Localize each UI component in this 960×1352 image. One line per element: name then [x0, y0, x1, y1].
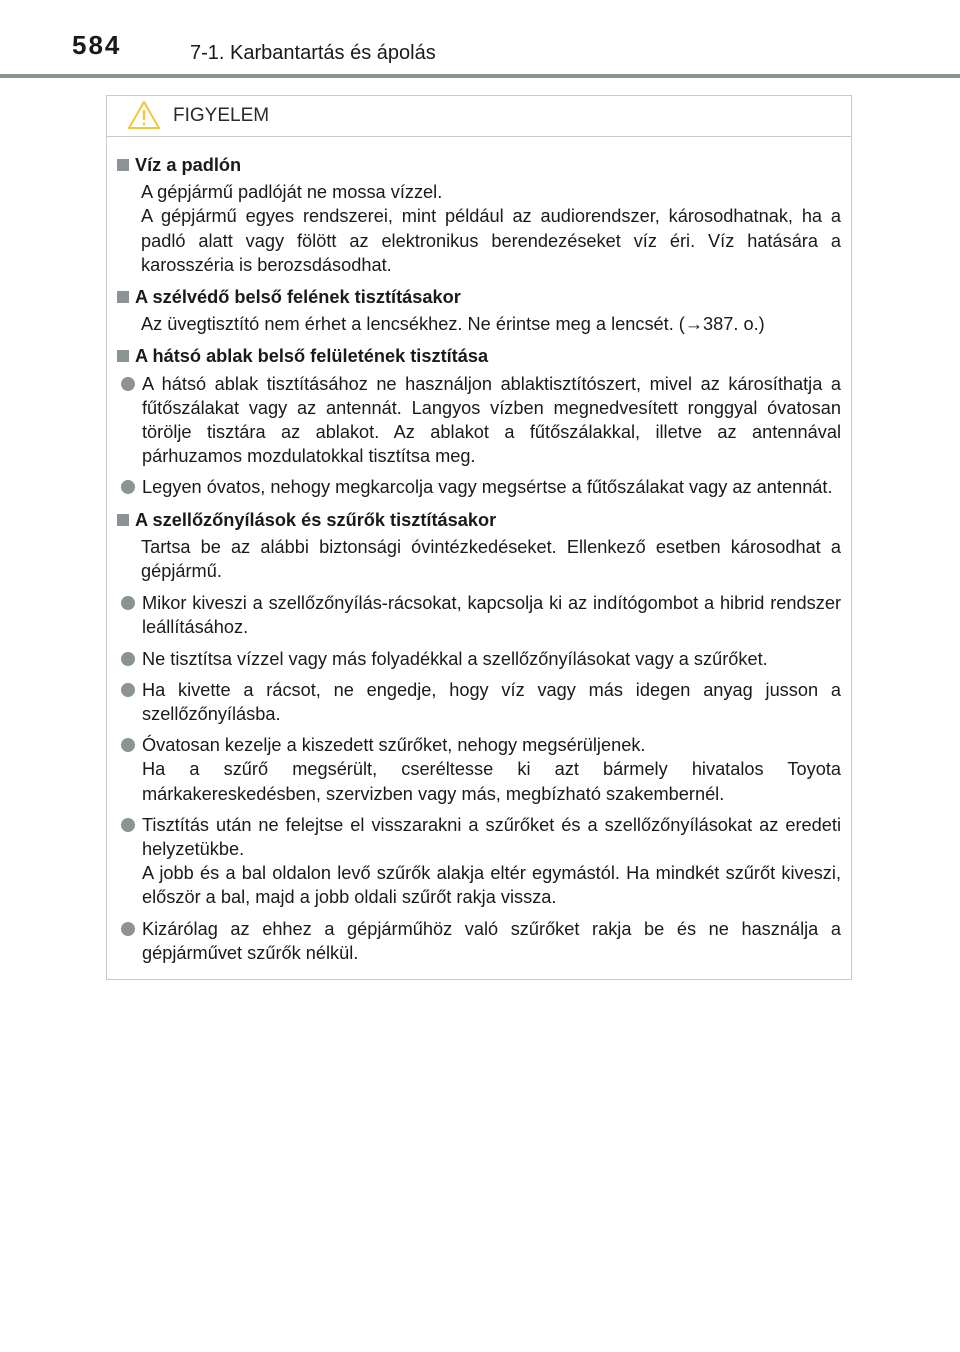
paragraph: A gépjármű egyes rendszerei, mint például az audiorendszer, károsodhatnak, ha a padló alatt vagy fölött az elektronikus berendezéseket víz éri. Víz hatására a karosszéria is berozsdásodhat.	[141, 206, 841, 275]
list-item: Mikor kiveszi a szellőzőnyílás-rácsokat, kapcsolja ki az indítógombot a hibrid rendszer leállításához.	[117, 591, 841, 639]
topic-heading: A hátsó ablak belső felületének tisztítása	[135, 346, 489, 367]
topic-water-on-floor	[117, 153, 841, 277]
round-bullet-icon	[121, 683, 135, 697]
page-header	[0, 0, 960, 80]
square-bullet-icon	[117, 350, 129, 362]
paragraph: A gépjármű padlóját ne mossa vízzel.	[141, 182, 443, 203]
round-bullet-icon	[121, 738, 135, 752]
square-bullet-icon	[117, 514, 129, 526]
paragraph: Az üvegtisztító nem érhet a lencsékhez. Ne érintse meg a lencsét. (→387. o.)	[141, 314, 765, 335]
list-item: Kizárólag az ehhez a gépjárműhöz való szűrőket rakja be és ne használja a gépjárművet szűrők nélkül.	[117, 917, 841, 965]
round-bullet-icon	[121, 922, 135, 936]
round-bullet-icon	[121, 377, 135, 391]
round-bullet-icon	[121, 652, 135, 666]
square-bullet-icon	[117, 291, 129, 303]
topic-rear-window-inner	[117, 344, 841, 499]
list-item: Tisztítás után ne felejtse el visszarakni a szűrőket és a szellőzőnyílásokat az eredeti helyzetükbe. A jobb és a bal oldalon levő szűrők alakja eltér egymástól. Ha mindkét szűrőt kiveszi, először a bal, majd a jobb oldali szűrőt rakja vissza.	[117, 813, 841, 910]
topic-heading: A szélvédő belső felének tisztításakor	[135, 287, 461, 308]
topic-heading: Víz a padlón	[135, 155, 242, 175]
round-bullet-icon	[121, 818, 135, 832]
section-title: 7-1. Karbantartás és ápolás	[190, 42, 436, 64]
round-bullet-icon	[121, 480, 135, 494]
warning-triangle-icon	[127, 100, 161, 130]
square-bullet-icon	[117, 159, 129, 171]
warning-body	[107, 137, 851, 965]
warning-header	[107, 96, 851, 137]
list-item: A hátsó ablak tisztításához ne használjon ablaktisztítószert, mivel az károsíthatja a fűtőszálakat vagy az antennát. Langyos vízben megnedvesített ronggyal óvatosan törölje tisztára az ablakot. Az ablakot a fűtőszálakkal, illetve az antennával párhuzamos mozdulatokkal tisztítsa meg.	[117, 372, 841, 469]
paragraph: Tartsa be az alábbi biztonsági óvintézkedéseket. Ellenkező esetben károsodhat a gépjármű.	[141, 536, 841, 582]
list-item: Ha kivette a rácsot, ne engedje, hogy víz vagy más idegen anyag jusson a szellőzőnyílásba.	[117, 678, 841, 726]
page-number: 584	[72, 30, 122, 60]
list-item: Legyen óvatos, nehogy megkarcolja vagy megsértse a fűtőszálakat vagy az antennát.	[117, 475, 841, 499]
list-item: Óvatosan kezelje a kiszedett szűrőket, nehogy megsérüljenek. Ha a szűrő megsérült, cseréltesse ki azt bármely hivatalos Toyota márkakereskedésben, szervizben vagy más, megbízható szakembernél.	[117, 733, 841, 806]
round-bullet-icon	[121, 596, 135, 610]
warning-title: FIGYELEM	[173, 105, 270, 126]
header-rule	[0, 74, 960, 78]
list-item: Ne tisztítsa vízzel vagy más folyadékkal a szellőzőnyílásokat vagy a szűrőket.	[117, 647, 841, 671]
topic-heading: A szellőzőnyílások és szűrők tisztításakor	[135, 509, 497, 530]
topic-windshield-inner	[117, 285, 841, 336]
warning-box	[106, 95, 852, 980]
topic-vents-and-filters	[117, 508, 841, 965]
